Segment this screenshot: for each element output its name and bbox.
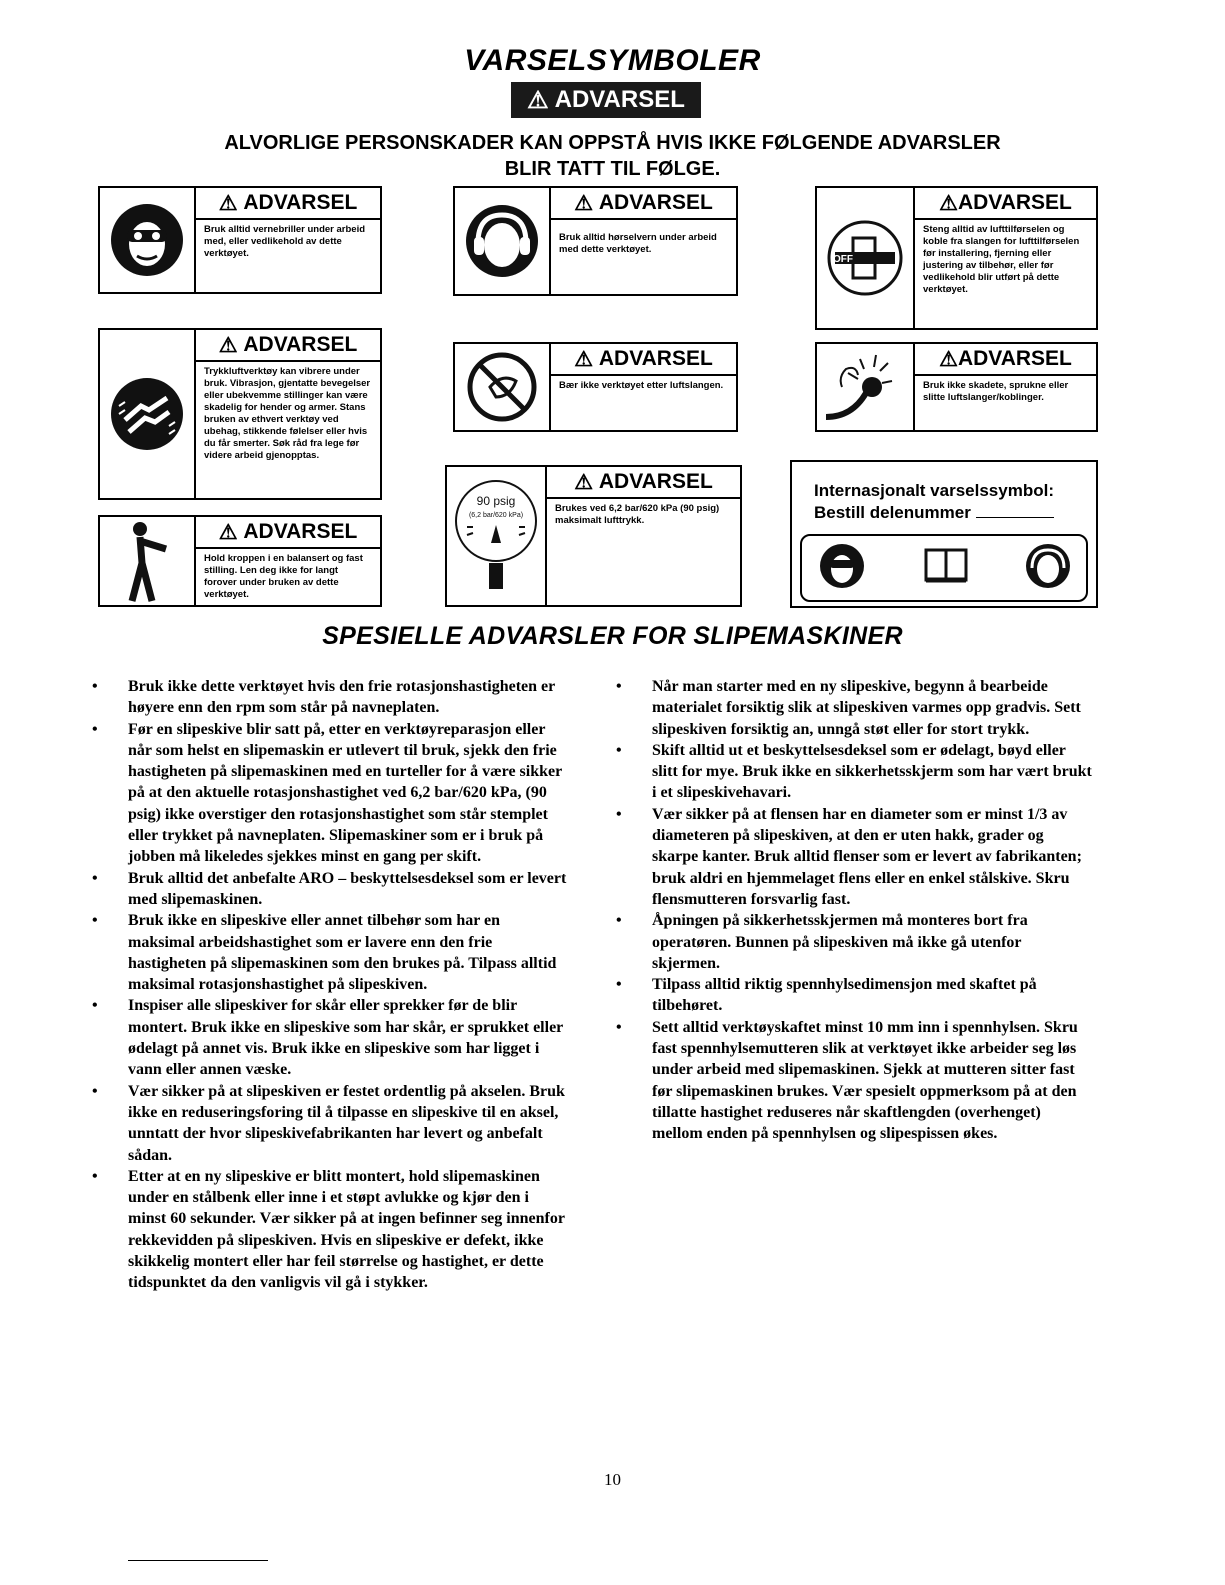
warning-box-head: ⚠ ADVARSEL xyxy=(551,188,736,220)
warning-box-text: Bruk ikke skadete, sprukne eller slitte luftslanger/koblinger. xyxy=(923,380,1069,403)
list-item-text: Bruk ikke en slipeskive eller annet tilbehør som har en maksimal arbeidshastighet som er lavere enn den frie hastigheten på slipemaskinen som den brukes på. Tilpass alltid maksimal rotasjonshastighet på slipeskiven. xyxy=(128,912,557,994)
bullet-icon: • xyxy=(616,678,622,695)
list-item-text: Inspiser alle slipeskiver for skår eller sprekker før de blir montert. Bruk ikke en slipeskive som har skår, er sprukket eller ødelagt på annet vis. Bruk ikke en slipeskive som har ligget i vann eller annen væske. xyxy=(128,997,563,1079)
warning-box-no-carry xyxy=(453,342,738,432)
vibration-hands-icon xyxy=(100,330,196,498)
list-item-text: Når man starter med en ny slipeskive, begynn å bearbeide materialet forsiktig slik at slipeskiven varmes opp gradvis. Sett slipeskiven forsiktig an, unngå støt eller for stort trykk. xyxy=(652,678,1081,738)
bullet-icon: • xyxy=(92,912,98,930)
warning-box-text: Steng alltid av lufttilførselen og koble fra slangen for lufttilførselen før installering, fjerning eller justering av tilbehør, eller før vedlikehold blir utført på dette verktøyet. xyxy=(923,224,1080,295)
bullet-icon: • xyxy=(92,720,98,738)
warning-box-text: Bær ikke verktøyet etter luftslangen. xyxy=(559,380,724,391)
svg-text:OFF: OFF xyxy=(833,254,853,265)
page-number: 10 xyxy=(604,1470,621,1489)
bullet-icon: • xyxy=(616,1018,622,1036)
bullet-icon: • xyxy=(616,976,622,994)
banner-label: ADVARSEL xyxy=(554,86,685,113)
bullet-icon: • xyxy=(92,678,98,695)
list-item-text: Bruk alltid det anbefalte ARO – beskyttelsesdeksel som er levert med slipemaskinen. xyxy=(128,869,567,908)
list-item xyxy=(92,719,568,868)
goggles-icon xyxy=(100,188,196,292)
list-item xyxy=(616,676,1092,740)
bullet-icon: • xyxy=(92,1167,98,1185)
list-item-text: Vær sikker på at slipeskiven er festet ordentlig på akselen. Bruk ikke en reduseringsforing til å tilpasse en slipeskive til en aksel, unntatt der hvor slipeskivefabrikanten har levert og anbefalt sådan. xyxy=(128,1082,565,1164)
headline-line-2: BLIR TATT TIL FØLGE. xyxy=(504,158,721,180)
list-item-text: Tilpass alltid riktig spennhylsedimensjon med skaftet på tilbehøret. xyxy=(652,976,1037,1015)
left-warning-list xyxy=(92,676,568,1294)
list-item-text: Før en slipeskive blir satt på, etter en verktøyreparasjon eller når som helst en slipemaskin er utlevert til bruk, sjekk den frie hastigheten på slipemaskinen med en turteller for å være sikker på at den aktuelle rotasjonshastighet ved 6,2 bar/620 kPa, (90 psig) ikke overstiger den rotasjonshastighet som står stemplet eller trykket på navneplaten. Slipemaskiner som er i bruk på jobben må likeledes sjekkes minst en gang per skift. xyxy=(128,720,562,866)
warning-triangle-icon: ⚠ xyxy=(218,520,244,544)
advarsel-banner xyxy=(511,82,701,118)
warning-box-ear-protection xyxy=(453,186,738,296)
balance-posture-icon xyxy=(100,517,196,605)
air-off-icon xyxy=(817,188,915,328)
warning-box-pressure xyxy=(445,465,742,607)
warning-box-head: ⚠ ADVARSEL xyxy=(915,344,1096,376)
warning-box-head: ⚠ ADVARSEL xyxy=(196,517,380,549)
warning-box-text: Hold kroppen i en balansert og fast stilling. Len deg ikke for langt forover under bruken av dette verktøyet. xyxy=(204,553,363,600)
list-item xyxy=(616,740,1092,804)
warning-box-text: Brukes ved 6,2 bar/620 kPa (90 psig) maksimalt lufttrykk. xyxy=(555,503,720,526)
warning-box-head: ⚠ ADVARSEL xyxy=(547,467,740,499)
right-column xyxy=(616,676,1092,1145)
list-item xyxy=(92,868,568,911)
warning-box-goggles xyxy=(98,186,382,294)
list-item-text: Etter at en ny slipeskive er blitt montert, hold slipemaskinen under en stålbenk eller inne i et støpt avlukke og kjør den i minst 60 sekunder. Vær sikker på at ingen befinner seg innenfor rekkevidden på slipeskiven. Hvis en slipeskive er defekt, ikke skikkelig montert eller har feil størrelse og hastighet, er dette tidspunktet da den vanligvis vil gå i stykker. xyxy=(128,1167,565,1292)
bullet-icon: • xyxy=(616,912,622,930)
headline-line-1: ALVORLIGE PERSONSKADER KAN OPPSTÅ HVIS IKKE FØLGENDE ADVARSLER xyxy=(224,132,1001,154)
bullet-icon: • xyxy=(616,741,622,759)
right-warning-list xyxy=(616,676,1092,1145)
bullet-icon: • xyxy=(92,1082,98,1100)
list-item xyxy=(92,1081,568,1166)
warning-box-head: ⚠ ADVARSEL xyxy=(196,188,380,220)
list-item-text: Sett alltid verktøyskaftet minst 10 mm inn i spennhylsen. Skru fast spennhylsemutteren slik at verktøyet ikke arbeider seg løs under arbeid med slipemaskinen. Sjekk at mutteren sitter fast før slipemaskinen brukes. Vær spesielt oppmerksom på at den tillatte hastighet reduseres når skaftlengden (overhenget) mellom enden på spennhylsen og slipespissen økes. xyxy=(652,1018,1078,1143)
ear-protection-icon xyxy=(1026,544,1070,588)
warning-triangle-icon: ⚠ xyxy=(527,86,549,114)
warning-triangle-icon: ⚠ xyxy=(218,191,244,215)
warning-box-text: Bruk alltid hørselvern under arbeid med dette verktøyet. xyxy=(559,232,717,255)
svg-text:(6,2 bar/620 kPa): (6,2 bar/620 kPa) xyxy=(468,512,524,519)
warning-box-text: Bruk alltid vernebriller under arbeid med, eller vedlikehold av dette verktøyet. xyxy=(204,224,366,259)
list-item-text: Bruk ikke dette verktøyet hvis den frie rotasjonshastigheten er høyere enn den rpm som står på navneplaten. xyxy=(128,678,555,717)
bullet-icon: • xyxy=(92,997,98,1015)
no-carry-by-hose-icon xyxy=(455,344,551,430)
warning-box-air-off xyxy=(815,186,1098,330)
list-item xyxy=(616,974,1092,1017)
warning-triangle-icon: ⚠ xyxy=(939,347,958,371)
pressure-gauge-icon xyxy=(447,467,547,605)
warning-box-head: ⚠ ADVARSEL xyxy=(196,330,380,362)
international-title: Internasjonalt varselssymbol: Bestill delenummer xyxy=(814,481,1054,522)
bullet-icon: • xyxy=(92,869,98,887)
headline xyxy=(120,130,1105,182)
burst-hose-icon xyxy=(817,344,915,430)
goggles-icon xyxy=(820,544,864,588)
part-number-blank xyxy=(976,517,1054,518)
symbol-strip xyxy=(800,534,1088,602)
warning-triangle-icon: ⚠ xyxy=(574,191,599,215)
svg-text:90 psig: 90 psig xyxy=(476,494,516,508)
list-item xyxy=(616,1017,1092,1145)
warning-triangle-icon: ⚠ xyxy=(939,191,958,215)
page-title: VARSELSYMBOLER xyxy=(464,44,761,77)
list-item xyxy=(92,1166,568,1294)
list-item xyxy=(616,910,1092,974)
manual-book-icon xyxy=(926,550,966,580)
international-symbol-box xyxy=(790,460,1098,608)
warning-box-vibration xyxy=(98,328,382,500)
warning-box-text: Trykkluftverktøy kan vibrere under bruk. Vibrasjon, gjentatte bevegelser eller ubekvemme stillinger kan være skadelig for hender og armer. Stans bruken av ethvert verktøy ved ubehag, stikkende følelser eller hvis du får smerter. Søk råd fra lege før videre arbeid gjenopptas. xyxy=(204,366,371,461)
bullet-icon: • xyxy=(616,805,622,823)
list-item xyxy=(92,676,568,719)
warning-triangle-icon: ⚠ xyxy=(574,347,599,371)
list-item xyxy=(92,995,568,1080)
warning-box-head: ⚠ ADVARSEL xyxy=(551,344,736,376)
warning-box-burst-hose xyxy=(815,342,1098,432)
warning-box-head: ⚠ ADVARSEL xyxy=(915,188,1096,220)
warning-box-balance xyxy=(98,515,382,607)
list-item xyxy=(616,804,1092,910)
warning-triangle-icon: ⚠ xyxy=(218,333,244,357)
ear-protection-icon xyxy=(455,188,551,294)
left-column xyxy=(92,676,568,1294)
footer-rule xyxy=(128,1560,268,1561)
list-item-text: Skift alltid ut et beskyttelsesdeksel som er ødelagt, bøyd eller slitt for mye. Bruk ikke en sikkerhetsskjerm som har vært brukt i et slipeskivehavari. xyxy=(652,741,1092,802)
list-item-text: Vær sikker på at flensen har en diameter som er minst 1/3 av diameteren på slipeskiven, at den er uten hakk, grader og skarpe kanter. Bruk alltid flenser som er levert av fabrikanten; bruk aldri en hjemmelaget flens eller en enkel stålskive. Skru flensmutteren forsvarlig fast. xyxy=(652,805,1082,908)
list-item xyxy=(92,910,568,995)
list-item-text: Åpningen på sikkerhetsskjermen må monteres bort fra operatøren. Bunnen på slipeskiven må ikke gå utenfor skjermen. xyxy=(652,912,1028,972)
section-title: SPESIELLE ADVARSLER FOR SLIPEMASKINER xyxy=(322,622,903,650)
warning-triangle-icon: ⚠ xyxy=(574,470,599,494)
